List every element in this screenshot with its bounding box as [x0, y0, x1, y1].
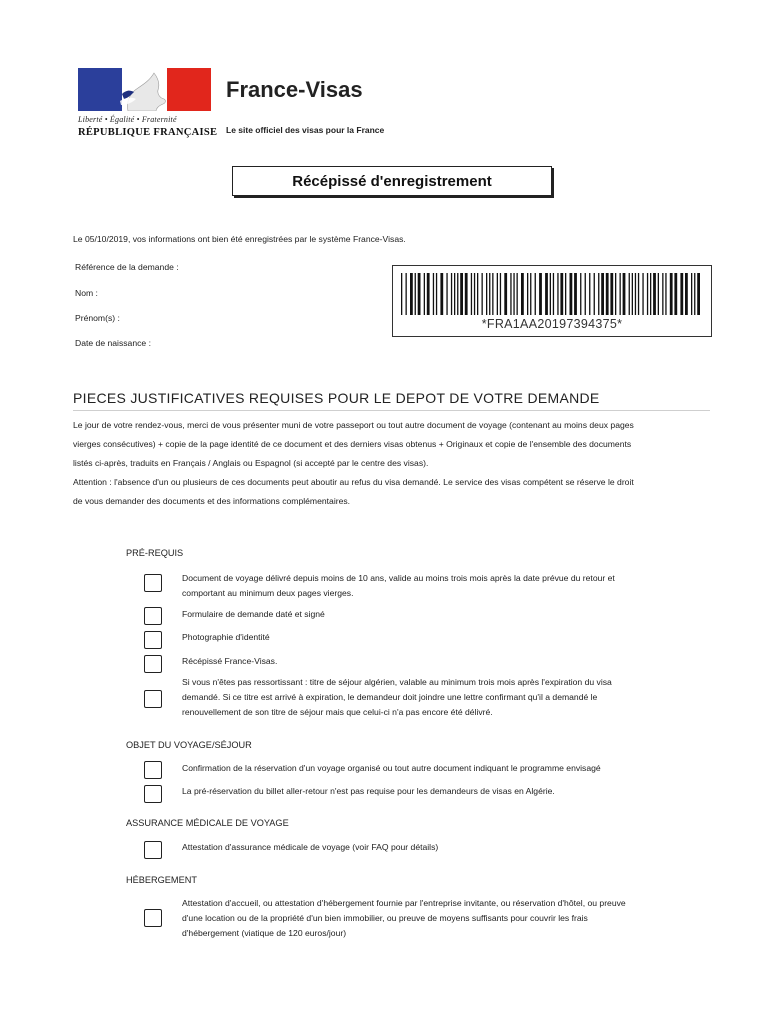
- section-divider: [73, 410, 710, 411]
- category-objet-voyage: OBJET DU VOYAGE/SÉJOUR: [126, 740, 252, 750]
- checkbox-hebergement[interactable]: [144, 909, 162, 927]
- site-tagline: Le site officiel des visas pour la France: [226, 125, 385, 135]
- barcode-number: *FRA1AA20197394375*: [481, 317, 623, 331]
- field-label-prenoms: Prénom(s) :: [75, 313, 120, 323]
- checkbox-assurance[interactable]: [144, 841, 162, 859]
- item-assurance: Attestation d'assurance médicale de voyage (voir FAQ pour détails): [182, 842, 439, 852]
- paragraph-line: Le jour de votre rendez-vous, merci de vous présenter muni de votre passeport ou tout autre document de voyage (contenant au moins deux pages: [73, 420, 634, 430]
- logo-motto: Liberté • Égalité • Fraternité: [78, 115, 177, 124]
- checkbox-recepisse[interactable]: [144, 655, 162, 673]
- paragraph-line: vierges consécutives) + copie de la page identité de ce document et des derniers visas obtenus + Originaux et copie de l'ensemble des documents: [73, 439, 632, 449]
- item-recepisse: Récépissé France-Visas.: [182, 656, 278, 666]
- field-label-reference: Référence de la demande :: [75, 262, 179, 272]
- item-photographie: Photographie d'identité: [182, 632, 270, 642]
- pieces-paragraph: [73, 416, 713, 511]
- checkbox-pre-reservation[interactable]: [144, 785, 162, 803]
- paragraph-line: Attention : l'absence d'un ou plusieurs de ces documents peut aboutir au refus du visa demandé. Le service des visas compétent se réserve le droit: [73, 477, 634, 487]
- logo-republique-francaise: RÉPUBLIQUE FRANÇAISE: [78, 127, 218, 138]
- document-title: Récépissé d'enregistrement: [292, 172, 492, 190]
- checkbox-confirmation-reservation[interactable]: [144, 761, 162, 779]
- barcode-box: [392, 265, 712, 337]
- field-label-nom: Nom :: [75, 288, 98, 298]
- field-label-date-naissance: Date de naissance :: [75, 338, 151, 348]
- site-title: France-Visas: [226, 77, 363, 102]
- barcode-icon: [401, 273, 703, 315]
- category-pre-requis: PRÉ-REQUIS: [126, 548, 184, 558]
- checkbox-formulaire[interactable]: [144, 607, 162, 625]
- registration-intro: Le 05/10/2019, vos informations ont bien été enregistrées par le système France-Visas.: [73, 234, 406, 244]
- item-hebergement: Attestation d'accueil, ou attestation d'hébergement fournie par l'entreprise invitante, ou réservation d'hôtel, ou preuve d'une location ou de la propriété d'un bien immobilier, ou preuve de moyens suffisants pour couvrir les frais d'hébergement (viatique de 120 euros/jour): [182, 898, 626, 938]
- item-formulaire: Formulaire de demande daté et signé: [182, 609, 325, 619]
- paragraph-line: de vous demander des documents et des informations complémentaires.: [73, 496, 351, 506]
- item-confirmation-reservation: Confirmation de la réservation d'un voyage organisé ou tout autre document indiquant le programme envisagé: [182, 763, 601, 773]
- item-pre-reservation: La pré-réservation du billet aller-retour n'est pas requise pour les demandeurs de visas en Algérie.: [182, 786, 555, 796]
- category-assurance: ASSURANCE MÉDICALE DE VOYAGE: [126, 818, 289, 828]
- document-title-box: [232, 166, 552, 196]
- checkbox-photographie[interactable]: [144, 631, 162, 649]
- paragraph-line: listés ci-après, traduits en Français / Anglais ou Espagnol (si accepté par le centre des visas).: [73, 458, 429, 468]
- item-titre-sejour: Si vous n'êtes pas ressortissant : titre de séjour algérien, valable au minimum trois mois après l'expiration du visa demandé. Si ce titre est arrivé à expiration, le demandeur doit joindre une lettre confirmant qu'il a demandé le renouvellement de son titre de séjour mais que celui-ci n'a pas encore été délivré.: [182, 677, 612, 717]
- republique-francaise-logo: [78, 68, 218, 141]
- marianne-flag-icon: [78, 68, 211, 111]
- category-hebergement: HÉBERGEMENT: [126, 875, 197, 885]
- section-heading-pieces: PIECES JUSTIFICATIVES REQUISES POUR LE DEPOT DE VOTRE DEMANDE: [73, 390, 600, 406]
- checkbox-document-voyage[interactable]: [144, 574, 162, 592]
- item-document-voyage: Document de voyage délivré depuis moins de 10 ans, valide au moins trois mois après la date prévue du retour et comportant au minimum deux pages vierges.: [182, 573, 615, 598]
- checkbox-titre-sejour[interactable]: [144, 690, 162, 708]
